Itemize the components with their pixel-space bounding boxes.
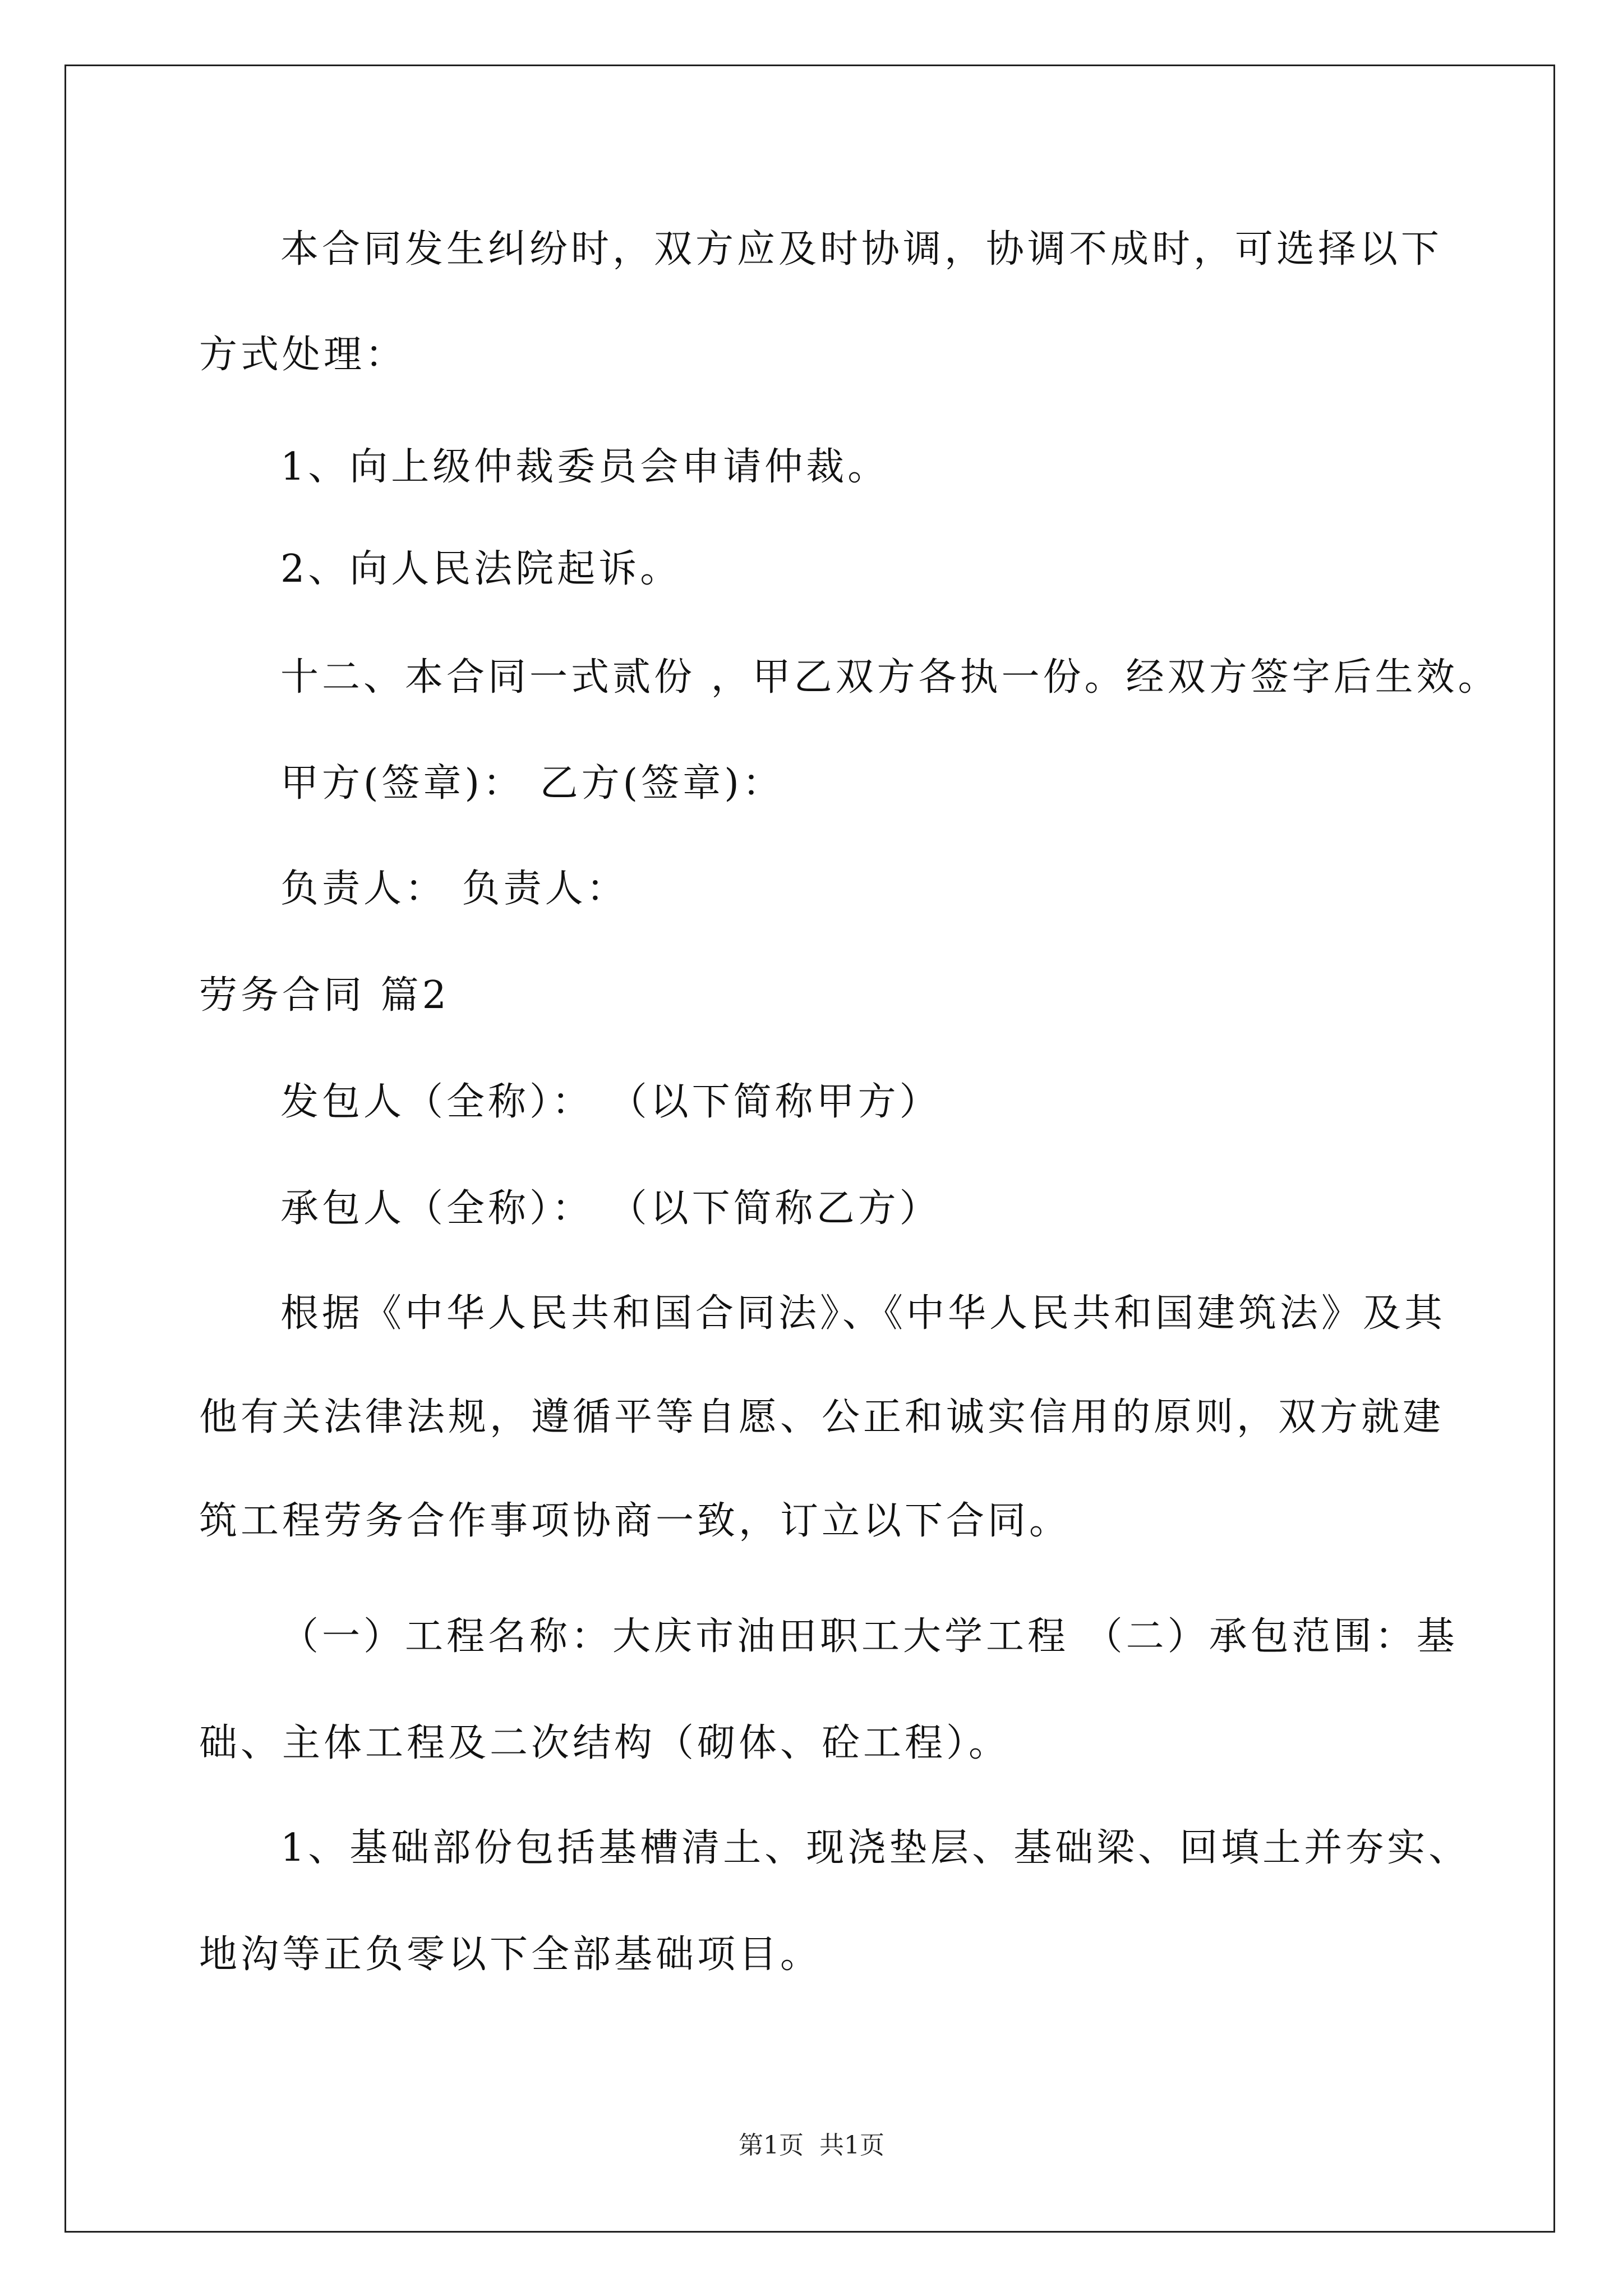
- paragraph-line: 方式处理：: [199, 333, 407, 377]
- paragraph-line: 他有关法律法规，遵循平等自愿、公正和诚实信用的原则，双方就建: [199, 1395, 1445, 1439]
- paragraph-line: 地沟等正负零以下全部基础项目。: [199, 1932, 822, 1977]
- paragraph-line: 1、基础部份包括基槽清土、现浇垫层、基础梁、回填土并夯实、: [280, 1826, 1470, 1870]
- paragraph-line: 发包人（全称）： （以下简称甲方）: [280, 1080, 941, 1124]
- page-border: [64, 65, 1555, 2233]
- paragraph-line: 十二、本合同一式贰份 ，甲乙双方各执一份。经双方签字后生效。: [280, 655, 1500, 700]
- paragraph-line: 2、向人民法院起诉。: [280, 547, 682, 591]
- paragraph-line: （一）工程名称：大庆市油田职工大学工程 （二）承包范围：基: [280, 1614, 1458, 1659]
- paragraph-line: 承包人（全称）： （以下简称乙方）: [280, 1186, 941, 1231]
- paragraph-line: 本合同发生纠纷时，双方应及时协调，协调不成时，可选择以下: [280, 227, 1443, 272]
- paragraph-line: 筑工程劳务合作事项协商一致，订立以下合同。: [199, 1499, 1071, 1543]
- page-footer: 第1页 共1页: [739, 2131, 884, 2160]
- paragraph-line: 础、主体工程及二次结构（砌体、砼工程）。: [199, 1721, 1011, 1765]
- responsible-person-line: 负责人： 负责人：: [280, 867, 628, 911]
- section-heading: 劳务合同 篇2: [199, 973, 450, 1018]
- paragraph-line: 1、向上级仲裁委员会申请仲裁。: [280, 445, 889, 489]
- signature-line: 甲方(签章)： 乙方(签章)：: [280, 761, 784, 806]
- paragraph-line: 根据《中华人民共和国合同法》、《中华人民共和国建筑法》及其: [280, 1291, 1446, 1336]
